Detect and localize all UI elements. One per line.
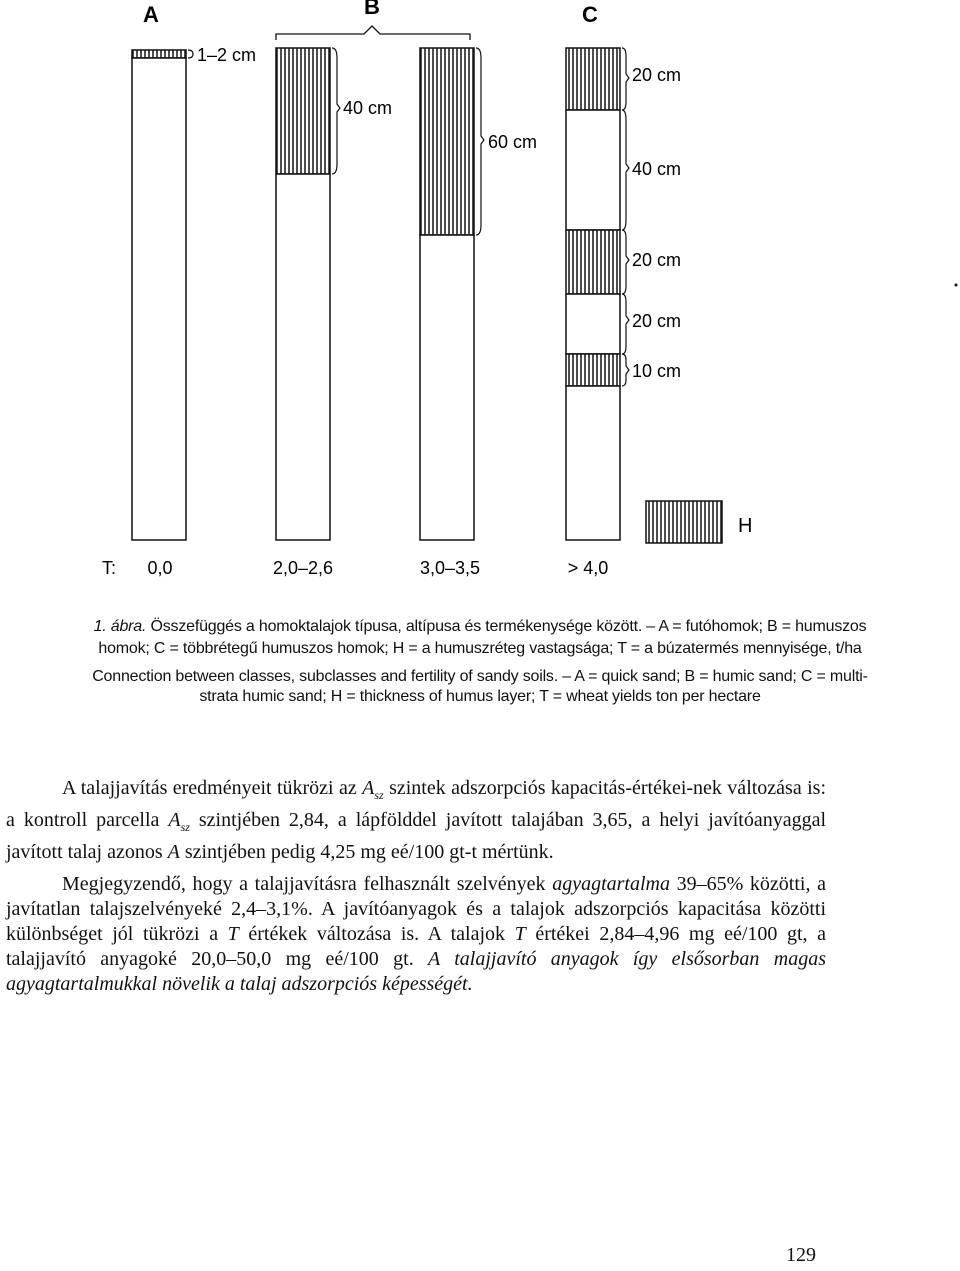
yield-c: > 4,0 bbox=[567, 558, 609, 578]
bracket-c2 bbox=[622, 110, 629, 230]
bracket-c3 bbox=[622, 230, 629, 294]
caption-en-line-1: Connection between classes, subclasses and fertility of sandy soils. – A = quick sand; B = humic sand; C = multi- bbox=[92, 668, 868, 685]
caption-hu-text-1: Összefüggés a homoktalajok típusa, altípusa és termékenysége között. – A = futóhomok; B = humuszos bbox=[146, 618, 867, 635]
layer-label-b1: 40 cm bbox=[343, 98, 393, 118]
asz-subscript: sz bbox=[374, 788, 384, 802]
p2-italic-agyagtartalma: agyagtartalma bbox=[552, 873, 670, 895]
p1-text-c: szintjében 2,84, a lápfölddel javított talajában 3,65, a helyi javítóanyaggal javított talaj azonos bbox=[6, 809, 827, 863]
asz-letter: A bbox=[362, 777, 375, 799]
bracket-b2 bbox=[476, 48, 484, 235]
legend-humus-label: H bbox=[738, 515, 753, 537]
p2-text-a: Megjegyzendő, hogy a talajjavításra felhasznált szelvények bbox=[62, 873, 553, 895]
humus-layer-b1 bbox=[276, 48, 330, 174]
profile-column-b2 bbox=[420, 48, 537, 540]
sand-layer-c6 bbox=[566, 386, 620, 540]
yield-b2: 3,0–3,5 bbox=[419, 558, 481, 578]
p1-text-e: szintjében pedig 4,25 mg eé/100 gt-t mértünk. bbox=[179, 841, 554, 863]
caption-fig-label: 1. ábra. bbox=[93, 618, 147, 635]
paragraph-1 bbox=[6, 776, 826, 865]
humus-layer-c3 bbox=[566, 230, 620, 294]
column-letter-b: B bbox=[364, 0, 380, 19]
stray-dot bbox=[955, 284, 958, 287]
yield-a: 0,0 bbox=[147, 558, 173, 578]
profile-column-b1 bbox=[276, 48, 392, 540]
layer-label-c4: 20 cm bbox=[632, 311, 682, 331]
sand-layer-a bbox=[132, 58, 186, 540]
profile-column-c bbox=[566, 48, 681, 540]
humus-layer-c1 bbox=[566, 48, 620, 110]
sand-layer-c2 bbox=[566, 110, 620, 230]
column-b-brace bbox=[276, 26, 470, 40]
asz-letter-2: A bbox=[168, 809, 181, 831]
paragraph-2 bbox=[6, 872, 826, 997]
asz-symbol bbox=[362, 777, 384, 802]
legend-humus bbox=[646, 501, 752, 543]
caption-hu-line-2: homok; C = többrétegű humuszos homok; H = a humuszréteg vastagsága; T = a búzatermés mennyisége, t/ha bbox=[98, 640, 862, 657]
sand-layer-b2 bbox=[420, 235, 474, 540]
layer-label-c5: 10 cm bbox=[632, 361, 682, 381]
page-number: 129 bbox=[786, 1244, 816, 1266]
humus-layer-c5 bbox=[566, 354, 620, 386]
layer-label-c1: 20 cm bbox=[632, 65, 682, 85]
humus-layer-b2 bbox=[420, 48, 474, 235]
p2-italic-conclusion: A talajjavító anyagok így elsősorban magas agyagtartalmukkal növelik a talaj adszorpciós képességét. bbox=[6, 948, 826, 995]
asz-subscript-2: sz bbox=[180, 820, 190, 834]
legend-humus-swatch bbox=[646, 501, 722, 543]
bracket-c4 bbox=[622, 294, 629, 354]
yield-b1: 2,0–2,6 bbox=[272, 558, 334, 578]
asz-symbol-2 bbox=[168, 809, 190, 834]
yield-prefix: T: bbox=[102, 558, 117, 578]
layer-label-a1: 1–2 cm bbox=[197, 45, 257, 65]
layer-label-c2: 40 cm bbox=[632, 159, 682, 179]
humus-layer-a bbox=[132, 50, 186, 58]
layer-label-c3: 20 cm bbox=[632, 250, 682, 270]
profile-column-a bbox=[132, 45, 256, 540]
p2-text-g: értékei 2,84–4,96 mg eé/100 gt, a talajjavító anyagoké 20,0–50,0 mg eé/100 gt. bbox=[6, 923, 826, 970]
bracket-a1 bbox=[188, 50, 193, 58]
bracket-b1 bbox=[332, 48, 340, 174]
bracket-c5 bbox=[622, 354, 629, 386]
soil-profile-diagram bbox=[0, 0, 960, 600]
p1-text-a: A talajjavítás eredményeit tükrözi az bbox=[62, 777, 363, 799]
p2-t-symbol: T bbox=[227, 923, 239, 945]
column-letter-a: A bbox=[143, 2, 159, 27]
soil-profile-figure bbox=[0, 0, 960, 600]
sand-layer-c4 bbox=[566, 294, 620, 354]
layer-label-b2: 60 cm bbox=[488, 132, 538, 152]
caption-hu-line-1 bbox=[0, 616, 960, 638]
caption-en-line-2: strata humic sand; H = thickness of humus layer; T = wheat yields ton per hectare bbox=[199, 688, 761, 705]
p1-a-symbol: A bbox=[167, 841, 180, 863]
p2-text-c: 39–65% közötti, a javítatlan talajszelvényeké 2,4–3,1%. A javítóanyagok és a talajok adszorpciós kapacitása közötti különbséget jól tükrözi a bbox=[6, 873, 826, 945]
p1-text-b: szintek adszorpciós kapacitás-értékei-nek változása is: a kontroll parcella bbox=[6, 777, 826, 831]
p2-text-e: értékek változása is. A talajok bbox=[238, 923, 515, 945]
bracket-c1 bbox=[622, 48, 629, 110]
sand-layer-b1 bbox=[276, 174, 330, 540]
body-text bbox=[6, 776, 826, 997]
column-letter-c: C bbox=[582, 2, 598, 27]
p2-t-symbol-2: T bbox=[514, 923, 526, 945]
